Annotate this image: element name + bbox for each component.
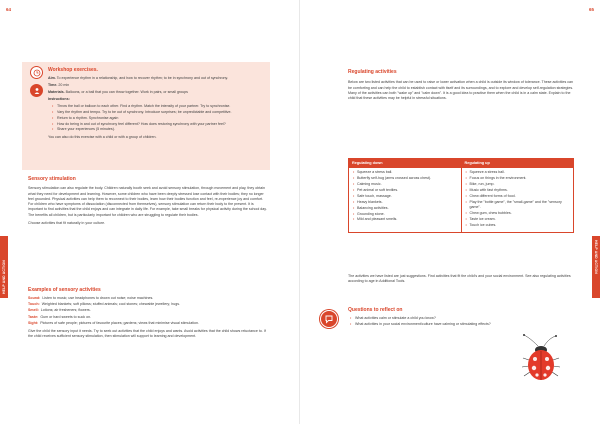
example-text: Pictures of safe people; pictures of favourite places; gardens; views that minimise visual stimulation.	[40, 320, 199, 325]
list-item: • Chew gum, chew bubbles.	[465, 211, 571, 216]
list-item: • Taste ice cream.	[465, 217, 571, 222]
table-header: Regulating up	[462, 159, 574, 168]
example-term: Touch:	[28, 302, 40, 307]
instructions-list	[48, 104, 262, 133]
list-item: • Balancing activities.	[352, 206, 458, 211]
list-item: • Share your experiences (5 minutes).	[52, 127, 262, 132]
exercise-content	[48, 68, 262, 142]
list-item: • Safe touch, massage.	[352, 194, 458, 199]
time-line	[48, 83, 262, 88]
list-item: • How do being in and out of synchrony feel different? How does restoring synchrony with your partner feel?	[52, 122, 262, 127]
reflect-list	[348, 316, 574, 327]
list-item: • Butterfly self-hug (arms crossed across chest).	[352, 176, 458, 181]
regulating-down-list	[349, 168, 461, 226]
regulating-up-list	[462, 168, 574, 231]
person-icon	[30, 84, 43, 97]
list-item: • What activities in your social environment/culture have calming or stimulating effects?	[350, 322, 574, 327]
list-item: • Focus on things in the environment.	[465, 176, 571, 181]
list-item: • Bike, run, jump.	[465, 182, 571, 187]
list-item: • Return to a rhythm. Synchronise again	[52, 116, 262, 121]
side-tab	[592, 236, 600, 298]
materials-text: Balloons, or a ball that you can throw together. Work in pairs, or small groups	[65, 90, 188, 95]
list-item: • Heavy blankets.	[352, 200, 458, 205]
list-item: • Grounding stone.	[352, 212, 458, 217]
example-row	[28, 308, 268, 313]
list-item: • Touch ice cubes.	[465, 223, 571, 228]
right-page	[300, 0, 600, 424]
list-item: • Music with fast rhythms.	[465, 188, 571, 193]
example-row	[28, 315, 268, 320]
example-row	[28, 296, 268, 301]
ladybug-illustration	[518, 332, 566, 382]
list-item: • What activities calm or stimulate a child you know?	[350, 316, 574, 321]
workshop-exercise-box	[22, 62, 270, 170]
example-term: Sound:	[28, 296, 41, 301]
list-item: • Vary the rhythm and tempo. Try to be out of synchrony. Introduce surprises; be unpredictable and competitive.	[52, 110, 262, 115]
side-tab	[0, 236, 8, 298]
reflect-icon	[320, 310, 338, 328]
regulating-section	[348, 70, 574, 105]
time-label: Time.	[48, 83, 58, 88]
example-text: Gum or hard sweets to suck on.	[40, 314, 92, 319]
side-tab-label: HELP AND ACTION	[594, 240, 598, 274]
example-row	[28, 302, 268, 307]
list-item: • Pet animal or soft textiles.	[352, 188, 458, 193]
examples-title: Examples of sensory activities	[28, 287, 101, 293]
table-header: Regulating down	[349, 159, 461, 168]
reflect-section	[348, 308, 574, 328]
example-text: Listen to music; use headphones to drown out noise; noise machines.	[42, 296, 154, 301]
examples-tail: Give the child the sensory input it needs. Try to seek out activities that the child enjoys and wants. Avoid activities that the child shows reluctance to. If the child receives sufficient sensory stimulation, then stimulation will support to learning and development.	[28, 328, 266, 339]
side-tab-label: HELP AND ACTION	[2, 260, 6, 294]
exercise-icons	[28, 66, 46, 102]
exercise-title: Workshop exercises.	[48, 67, 98, 73]
list-item: • Calming music.	[352, 182, 458, 187]
sensory-title: Sensory stimulation	[28, 176, 76, 182]
materials-label: Materials.	[48, 90, 65, 95]
page-number: 65	[588, 7, 594, 12]
sensory-paragraph: Sensory stimulation can also regulate the body. Children naturally booth seek and avoid sensory stimulation, through movement and play, they obtain what they need for development and learning. However, some children who have been deeply stressed lose contact with their bodies; they no longer feel grounded. Physical activities can help them to reconnect to their bodies, learn how their bodies function and feel, re-experience joy and comfort. For children who have symptoms of dissociation (disconnected from themselves), sensory stimulation can return their body to the present. It is important to find activities that the child enjoys and can integrate in daily life. For example, take small breaks for physical activity during the school day. The benefits all children, but is particularly important for children who are struggling to regulate their bodies.	[28, 186, 267, 217]
aim-label: Aim.	[48, 76, 56, 81]
materials-line	[48, 90, 262, 95]
instructions-label: Instructions:	[48, 96, 70, 101]
examples-section	[28, 288, 268, 340]
example-row	[28, 321, 268, 326]
example-text: Lotions; air fresheners; flowers.	[40, 308, 91, 313]
sensory-section	[28, 177, 268, 229]
reflect-title: Questions to reflect on	[348, 307, 403, 313]
time-text: 20 min	[58, 83, 70, 88]
list-item: • Squeeze a stress ball.	[352, 170, 458, 175]
aim-text: To experience rhythm in a relationship, and how to recover rhythm; to be in synchrony and out of synchrony.	[56, 76, 229, 81]
exercise-closing: You can also do this exercise with a child or with a group of children.	[48, 134, 157, 139]
regulating-intro: Below are two listed activities that can be used to raise or lower activation when a child is outside its window of tolerance. These activities can be comforting and can help the child to establish contact with itself and its surroundings, and to explore and develop self-regulation strategies. Many of the activities can both "wake up" and "calm down". It is a good idea to practise them when the child is in a calm state. Explain to the child that these activities may be helpful in stressful situations.	[348, 80, 574, 101]
example-term: Sight:	[28, 320, 39, 325]
list-item: • Play the "bottle game", the "small-game" and the "sensory game".	[465, 200, 571, 211]
aim-line	[48, 76, 262, 81]
example-term: Smell:	[28, 308, 39, 313]
clock-icon	[30, 66, 43, 79]
list-item: • Throw the ball or balloon to each other. Find a rhythm. Match the intensity of your partner. Try to synchronise.	[52, 104, 262, 109]
list-item: • Mild and pleasant smells.	[352, 217, 458, 222]
regulating-table	[348, 158, 574, 233]
regulating-up-column	[461, 159, 574, 232]
list-item: • Chew different forms of food.	[465, 194, 571, 199]
example-text: Weighted blankets; soft pillows; stuffed animals; cool stones; chewable jewellery; hugs.	[41, 302, 181, 307]
regulating-down-column	[349, 159, 461, 232]
list-item: • Squeeze a stress ball.	[465, 170, 571, 175]
regulating-title: Regulating activities	[348, 69, 397, 75]
example-term: Taste:	[28, 314, 39, 319]
page-number: 64	[6, 7, 12, 12]
sensory-paragraph: Choose activities that fit naturally in your culture.	[28, 221, 106, 226]
regulating-note: The activities we have listed are just suggestions. Find activities that fit the child's and your social environment. See also regulating activities according to age in Additional Tools.	[348, 274, 571, 284]
